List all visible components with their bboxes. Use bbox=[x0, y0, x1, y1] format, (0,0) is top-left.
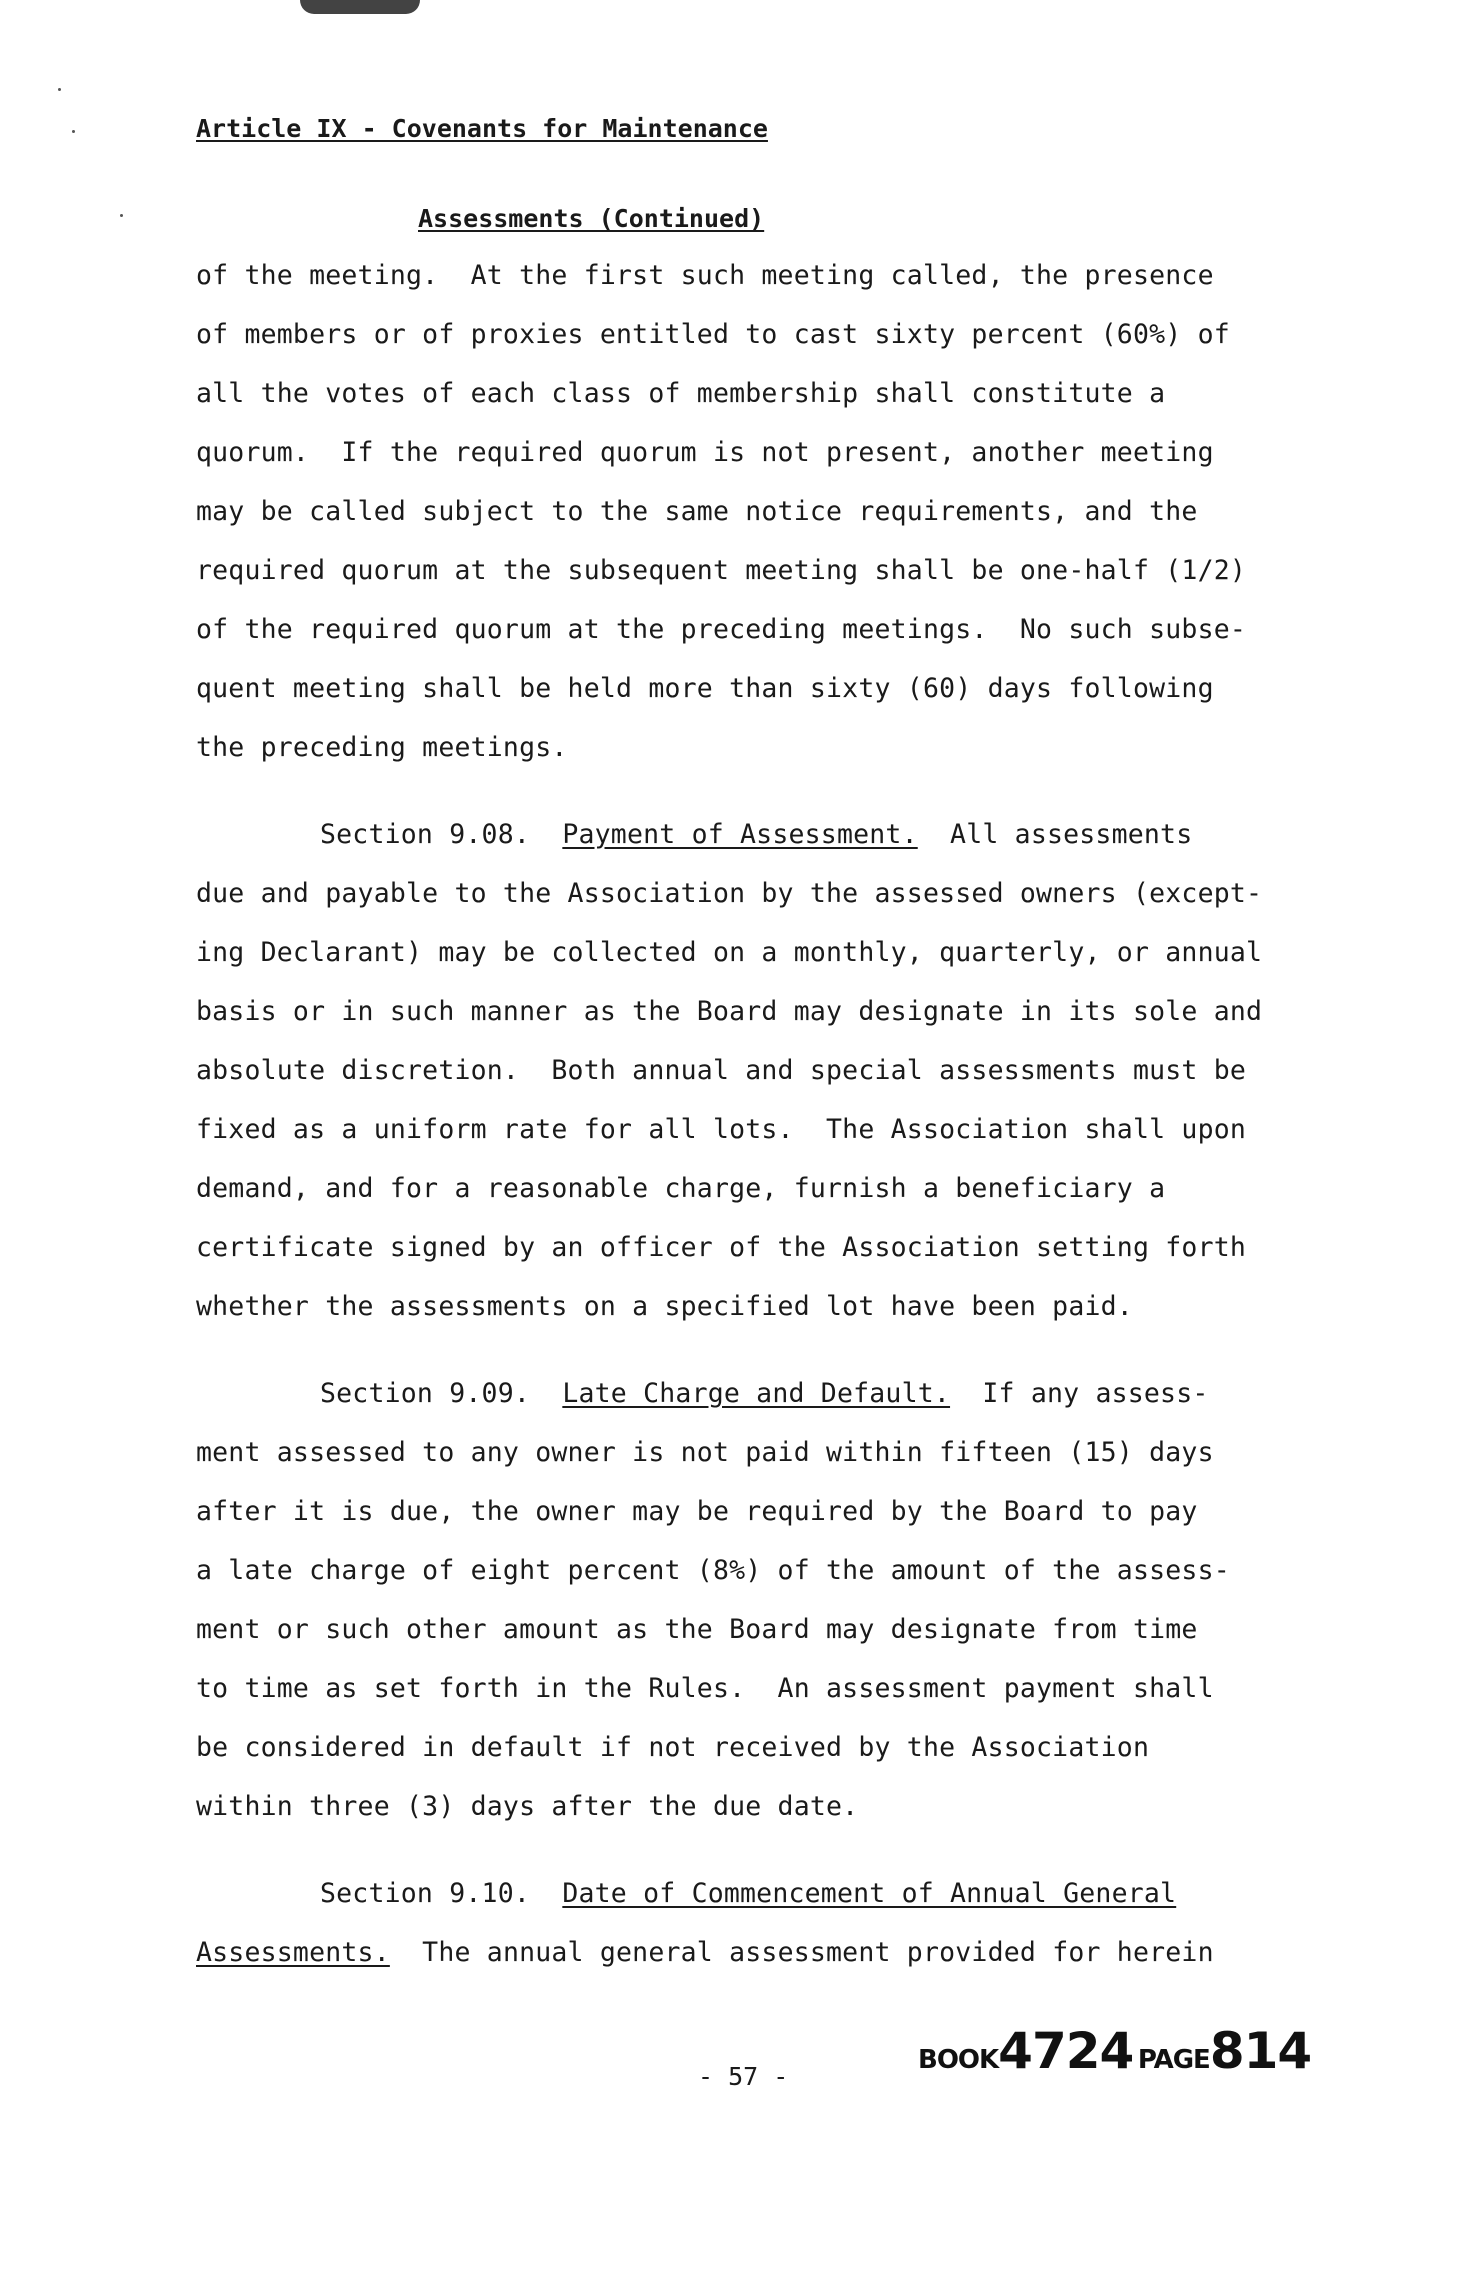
section-title: Payment of Assessment. bbox=[562, 819, 918, 850]
section-text: If any assess- bbox=[982, 1378, 1209, 1409]
text-line: basis or in such manner as the Board may designate in its sole and bbox=[196, 996, 1263, 1027]
book-page-number: 814 bbox=[1209, 2022, 1312, 2080]
book-label: BOOK bbox=[918, 2045, 999, 2075]
page-number: - 57 - bbox=[698, 2062, 789, 2091]
text-line: may be called subject to the same notice requirements, and the bbox=[196, 496, 1198, 527]
text-line: of members or of proxies entitled to cast sixty percent (60%) of bbox=[196, 319, 1230, 350]
section-title: Date of Commencement of Annual General bbox=[562, 1878, 1177, 1909]
text-line: all the votes of each class of membership shall constitute a bbox=[196, 378, 1166, 409]
section-title: Late Charge and Default. bbox=[562, 1378, 951, 1409]
text-line: of the required quorum at the preceding meetings. No such subse- bbox=[196, 614, 1247, 645]
text-line: due and payable to the Association by the assessed owners (except- bbox=[196, 878, 1263, 909]
section-9-10 bbox=[196, 1864, 1346, 1982]
page-label: PAGE bbox=[1137, 2045, 1210, 2075]
section-number: Section 9.10. bbox=[320, 1878, 531, 1909]
header-line-2: Assessments (Continued) bbox=[418, 204, 765, 233]
section-second-line bbox=[196, 1923, 1346, 1982]
paragraph-continuation bbox=[196, 246, 1346, 777]
text-line: the preceding meetings. bbox=[196, 732, 568, 763]
section-first-line bbox=[196, 1864, 1346, 1923]
section-number: Section 9.08. bbox=[320, 819, 531, 850]
text-line: to time as set forth in the Rules. An assessment payment shall bbox=[196, 1673, 1214, 1704]
header-line-1: Article IX - Covenants for Maintenance bbox=[196, 114, 768, 143]
text-line: fixed as a uniform rate for all lots. The Association shall upon bbox=[196, 1114, 1247, 1145]
document-body bbox=[196, 246, 1346, 1982]
text-line: ment assessed to any owner is not paid within fifteen (15) days bbox=[196, 1437, 1214, 1468]
book-page-stamp bbox=[918, 2022, 1311, 2080]
text-line: required quorum at the subsequent meeting shall be one-half (1/2) bbox=[196, 555, 1247, 586]
text-line: certificate signed by an officer of the Association setting forth bbox=[196, 1232, 1247, 1263]
text-line: of the meeting. At the first such meeting called, the presence bbox=[196, 260, 1214, 291]
text-line: whether the assessments on a specified lot have been paid. bbox=[196, 1291, 1133, 1322]
section-text: The annual general assessment provided for herein bbox=[422, 1937, 1214, 1968]
text-line: quent meeting shall be held more than sixty (60) days following bbox=[196, 673, 1214, 704]
text-line: a late charge of eight percent (8%) of the amount of the assess- bbox=[196, 1555, 1230, 1586]
section-first-line bbox=[196, 1364, 1346, 1423]
section-title-continued: Assessments. bbox=[196, 1937, 390, 1968]
scan-smudge bbox=[300, 0, 420, 14]
section-first-line bbox=[196, 805, 1346, 864]
section-number: Section 9.09. bbox=[320, 1378, 531, 1409]
text-line: absolute discretion. Both annual and special assessments must be bbox=[196, 1055, 1247, 1086]
text-line: ing Declarant) may be collected on a monthly, quarterly, or annual bbox=[196, 937, 1263, 968]
book-number: 4724 bbox=[998, 2022, 1134, 2080]
section-9-08 bbox=[196, 805, 1346, 1336]
section-text: All assessments bbox=[950, 819, 1193, 850]
text-line: ment or such other amount as the Board may designate from time bbox=[196, 1614, 1198, 1645]
section-9-09 bbox=[196, 1364, 1346, 1836]
text-line: demand, and for a reasonable charge, furnish a beneficiary a bbox=[196, 1173, 1166, 1204]
text-line: after it is due, the owner may be required by the Board to pay bbox=[196, 1496, 1198, 1527]
text-line: within three (3) days after the due date. bbox=[196, 1791, 859, 1822]
text-line: quorum. If the required quorum is not present, another meeting bbox=[196, 437, 1214, 468]
text-line: be considered in default if not received by the Association bbox=[196, 1732, 1150, 1763]
